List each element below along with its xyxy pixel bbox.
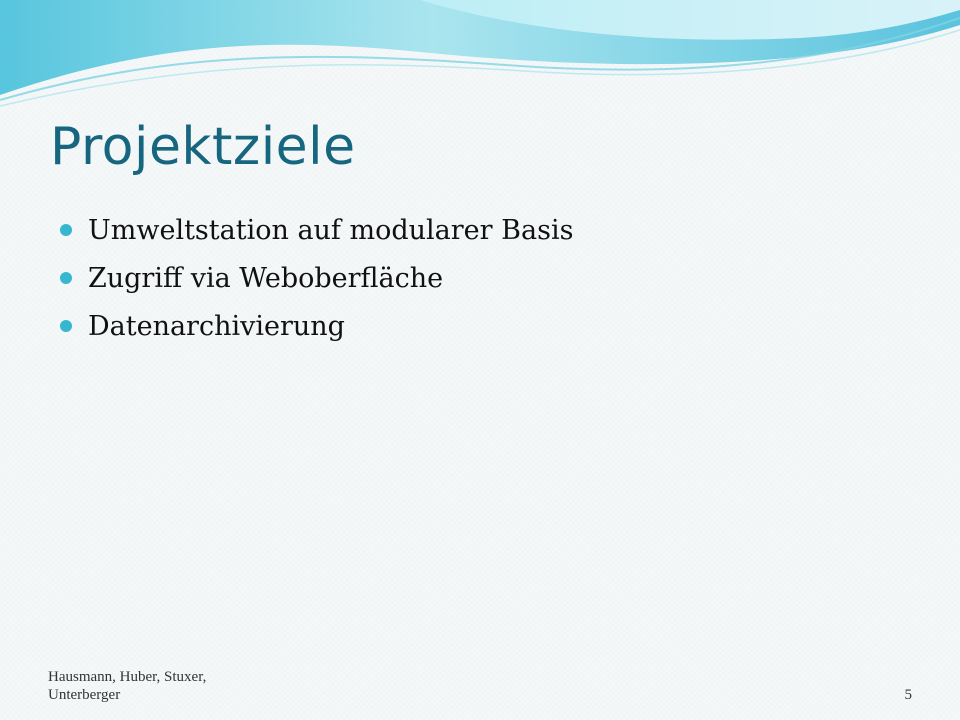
slide-title: Projektziele [50, 117, 356, 177]
bullet-text: Umweltstation auf modularer Basis [88, 214, 574, 246]
bullet-item [60, 254, 573, 302]
footer-authors: Hausmann, Huber, Stuxer, Unterberger [48, 669, 207, 703]
bullet-dot-icon [60, 224, 72, 236]
bullet-text: Datenarchivierung [88, 310, 345, 342]
bullet-text: Zugriff via Weboberfläche [88, 262, 444, 294]
bullet-item [60, 206, 573, 254]
bullet-item [60, 302, 573, 350]
page-number: 5 [904, 687, 912, 703]
bullet-dot-icon [60, 272, 72, 284]
bullet-list [60, 206, 573, 350]
bullet-dot-icon [60, 320, 72, 332]
header-wave-decoration [0, 0, 960, 120]
